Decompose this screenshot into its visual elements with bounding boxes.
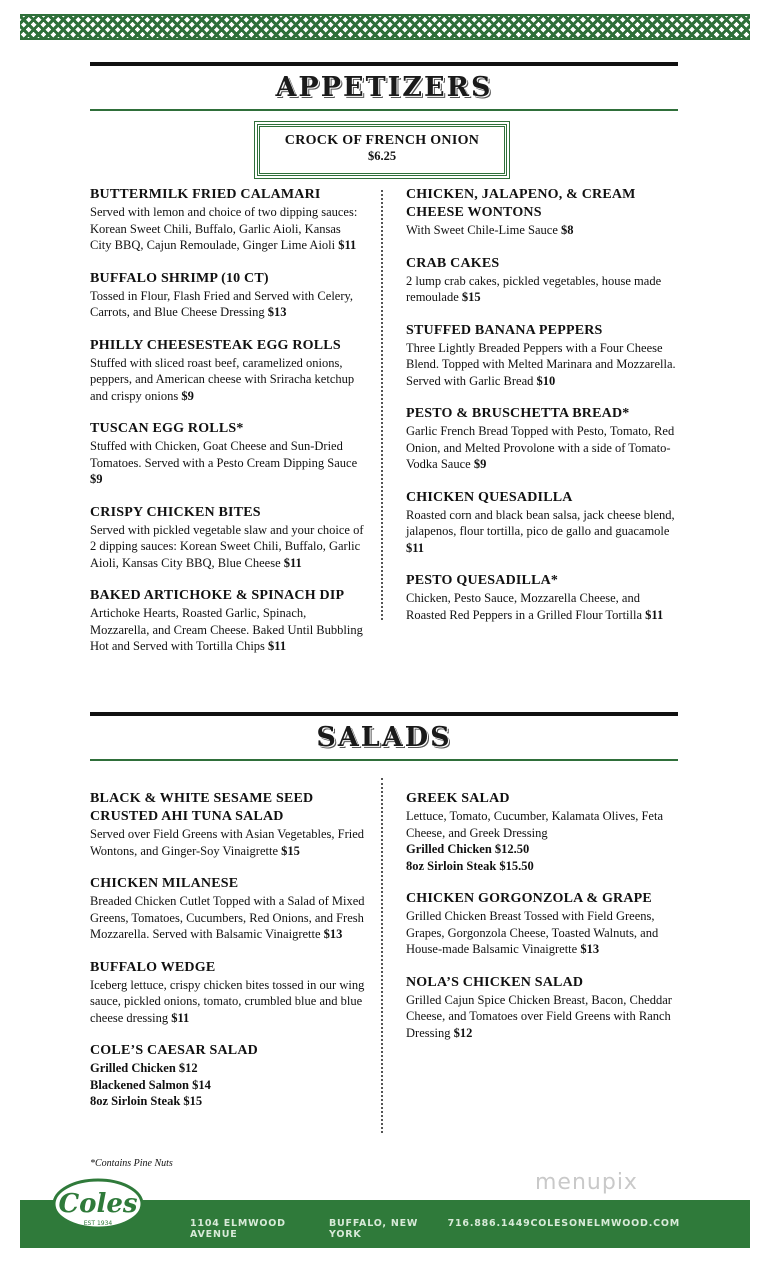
menu-item-desc: 2 lump crab cakes, pickled vegetables, house made remoulade $15 [406,273,662,304]
menu-item [90,504,365,572]
menu-item [406,890,691,958]
section-rule-top [90,62,678,66]
column-divider [381,778,383,1133]
watermark: menupix [535,1170,638,1195]
menu-item-desc: Grilled Cajun Spice Chicken Breast, Bacon, Cheddar Cheese, and Tomatoes over Field Greens with Ranch Dressing $12 [406,992,672,1040]
menu-item-name: PESTO & BRUSCHETTA BREAD* [406,406,630,421]
appetizers-title: APPETIZERS [275,72,493,103]
menu-item-price: $11 [268,639,287,653]
menu-item-desc: Served with pickled vegetable slaw and your choice of 2 dipping sauces: Korean Sweet Chili, Buffalo, Garlic Aioli, Kansas City BBQ, Blue Cheese $11 [90,522,364,570]
menu-item-name: BUTTERMILK FRIED CALAMARI [90,187,321,202]
menu-item-desc: Chicken, Pesto Sauce, Mozzarella Cheese, and Roasted Red Peppers in a Grilled Flour Tortilla $11 [406,591,664,622]
menu-item-name: BAKED ARTICHOKE & SPINACH DIP [90,588,345,603]
salads-title: SALADS [316,722,452,753]
menu-item-price: $15 [281,843,300,858]
menu-item [90,790,365,859]
section-rule-bottom [90,109,678,111]
logo-wordmark: Coles [58,1189,138,1219]
menu-item-option: 8oz Sirloin Steak $15.50 [406,858,534,873]
menu-item-option: Grilled Chicken $12.50 [406,842,530,856]
menu-item-name: CHICKEN GORGONZOLA & GRAPE [406,891,652,906]
menu-item-option: 8oz Sirloin Steak $15 [90,1094,203,1108]
footer-city: BUFFALO, NEW YORK [329,1218,419,1240]
menu-item-price: $9 [181,388,194,403]
menu-item-name: CHICKEN MILANESE [90,876,239,891]
menu-item-desc: Roasted corn and black bean salsa, jack cheese blend, jalapenos, flour tortilla, pico de gallo and guacamole $11 [406,507,675,555]
menu-item-desc: Breaded Chicken Cutlet Topped with a Salad of Mixed Greens, Tomatoes, Cucumbers, Red Onions, and Fresh Mozzarella. Served with Balsamic Vinaigrette $13 [90,894,365,941]
menu-item-option: Grilled Chicken $12 [90,1061,198,1075]
salads-right-column [406,790,691,1057]
menu-item [406,489,681,557]
menu-item-name: BUFFALO WEDGE [90,959,216,975]
menu-item-desc: Three Lightly Breaded Peppers with a Four Cheese Blend. Topped with Melted Marinara and Mozzarella. Served with Garlic Bread $10 [406,340,676,388]
menu-item-desc: Stuffed with sliced roast beef, caramelized onions, peppers, and American cheese with Sriracha ketchup and crispy onions $9 [90,355,355,403]
menu-item [90,875,365,943]
menu-item-price: $13 [267,305,287,319]
menu-item-name: BLACK & WHITE SESAME SEED CRUSTED AHI TUNA SALAD [90,791,314,824]
celtic-knot-border [20,14,750,40]
footer-contact [190,1218,680,1240]
menu-item [90,337,365,405]
logo-est: EST 1934 [83,1220,113,1227]
menu-item-name: BUFFALO SHRIMP (10 CT) [90,270,269,286]
featured-item-price: $6.25 [367,149,397,163]
section-rule-top [90,712,678,716]
menu-item [90,186,365,254]
menu-item-price: $9 [90,472,103,486]
menu-item-desc: Grilled Chicken Breast Tossed with Field Greens, Grapes, Gorgonzola Cheese, Toasted Walnuts, and House-made Balsamic Vinaigrette $13 [406,909,659,956]
menu-item [406,790,691,874]
footer-address: 1104 ELMWOOD AVENUE [190,1218,286,1240]
menu-item [90,1042,365,1110]
menu-item-price: $11 [645,607,664,622]
menu-item [406,186,681,239]
menu-item-name: PHILLY CHEESESTEAK EGG ROLLS [90,337,341,353]
menu-item-price: $11 [406,540,425,555]
footer-website[interactable]: COLESONELMWOOD.COM [530,1218,680,1229]
menu-item-name: CRISPY CHICKEN BITES [90,504,261,520]
menu-item-desc: Served with lemon and choice of two dipping sauces: Korean Sweet Chili, Buffalo, Garlic Aioli, Kansas City BBQ, Cajun Remoulade, Ginger Lime Aioli $11 [90,205,358,252]
menu-item-price: $11 [338,238,357,252]
menu-item [406,974,691,1042]
menu-item-name: CHICKEN, JALAPENO, & CREAM CHEESE WONTONS [406,187,636,220]
menu-item-name: TUSCAN EGG ROLLS* [90,421,244,436]
column-divider [381,190,383,620]
menu-item [90,587,365,655]
menu-item [90,959,365,1027]
menu-item-desc: Stuffed with Chicken, Goat Cheese and Sun-Dried Tomatoes. Served with a Pesto Cream Dipping Sauce $9 [90,439,358,486]
appetizers-right-column [406,186,681,639]
menu-item-desc: Tossed in Flour, Flash Fried and Served with Celery, Carrots, and Blue Cheese Dressing $13 [90,288,354,319]
footer-phone[interactable]: 716.886.1449 [447,1218,531,1229]
menu-item-price: $15 [461,290,481,304]
menu-item-price: $12 [453,1025,473,1040]
section-rule-bottom [90,759,678,761]
featured-item-box [257,124,507,176]
menu-item-desc: Garlic French Bread Topped with Pesto, Tomato, Red Onion, and Melted Provolone with a side of Tomato-Vodka Sauce $9 [406,424,675,471]
salads-left-column [90,790,365,1126]
menu-item-name: CRAB CAKES [406,255,500,271]
menu-item [90,270,365,321]
menu-item [406,322,681,390]
menu-item-price: $13 [323,927,343,941]
menu-item [406,255,681,306]
appetizers-left-column [90,186,365,671]
menu-item-price: $13 [580,942,600,956]
menu-item-desc: With Sweet Chile-Lime Sauce $8 [406,223,574,237]
featured-item-name: CROCK OF FRENCH ONION [284,133,480,148]
coles-logo [52,1170,144,1234]
menu-item-name: GREEK SALAD [406,791,510,806]
menu-item-desc: Artichoke Hearts, Roasted Garlic, Spinach, Mozzarella, and Cream Cheese. Baked Until Bubbling Hot and Served with Tortilla Chips $11 [90,606,363,653]
menu-item-price: $9 [473,457,487,471]
menu-item-price: $11 [171,1010,190,1025]
menu-item-name: NOLA’S CHICKEN SALAD [406,974,584,990]
menu-item-price: $10 [536,373,556,388]
menu-item-price: $11 [283,555,302,570]
menu-item-option: Blackened Salmon $14 [90,1077,211,1092]
menu-item-price: $8 [561,223,574,237]
menu-item-desc: Lettuce, Tomato, Cucumber, Kalamata Olives, Feta Cheese, and Greek Dressing [406,809,663,840]
menu-item [90,420,365,488]
menu-item [406,405,681,473]
menu-item-desc: Iceberg lettuce, crispy chicken bites tossed in our wing sauce, pickled onions, tomato, crumbled blue and blue cheese dressing $11 [90,977,365,1025]
menu-item-name: CHICKEN QUESADILLA [406,489,573,505]
footnote: *Contains Pine Nuts [90,1158,173,1169]
menu-item [406,572,681,623]
menu-item-name: PESTO QUESADILLA* [406,573,559,588]
menu-item-name: STUFFED BANANA PEPPERS [406,322,603,338]
menu-item-name: COLE’S CAESAR SALAD [90,1043,258,1058]
menu-item-desc: Served over Field Greens with Asian Vegetables, Fried Wontons, and Ginger-Soy Vinaigrette $15 [90,827,365,858]
